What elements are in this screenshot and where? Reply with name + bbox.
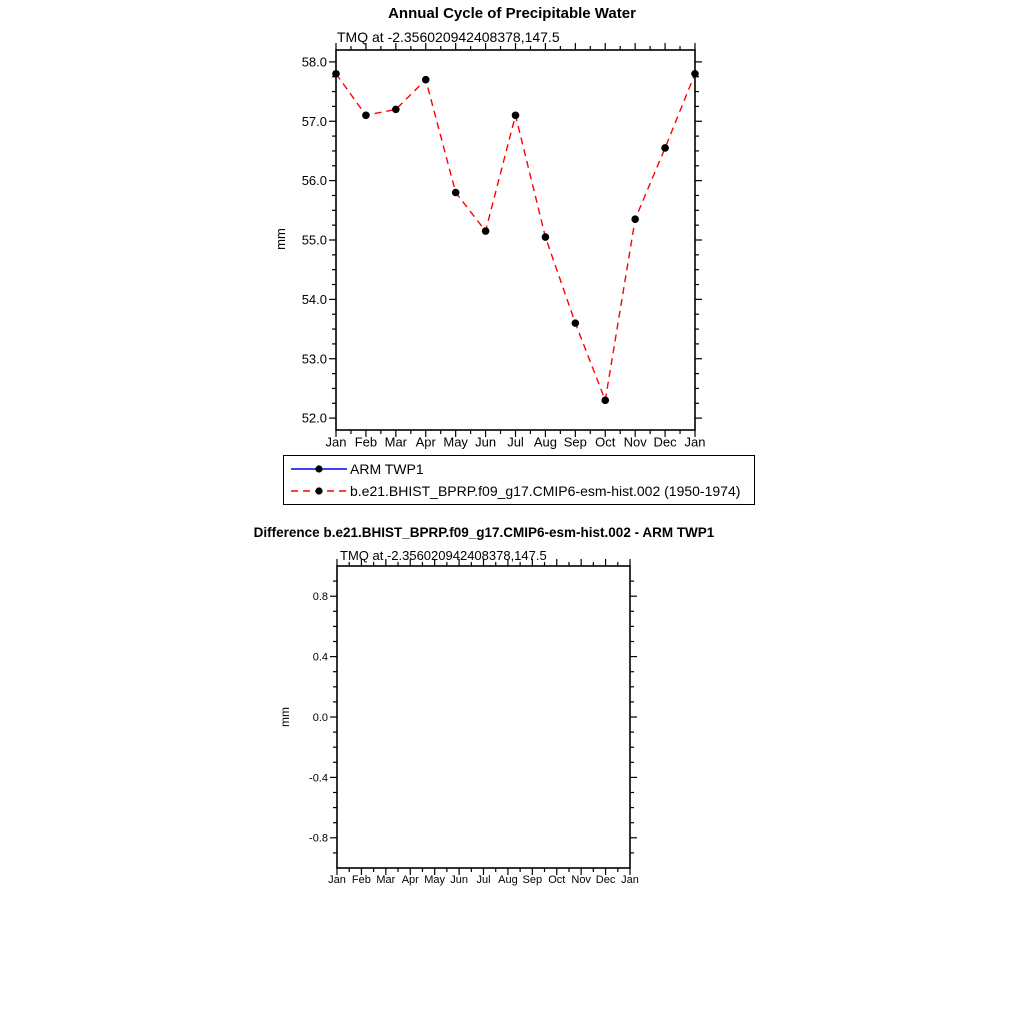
svg-text:54.0: 54.0 <box>301 291 327 307</box>
svg-text:58.0: 58.0 <box>301 54 327 70</box>
svg-text:Jul: Jul <box>476 874 491 887</box>
svg-text:Apr: Apr <box>415 434 436 450</box>
svg-text:0.0: 0.0 <box>312 711 328 724</box>
svg-text:Jul: Jul <box>507 434 524 450</box>
svg-text:-0.4: -0.4 <box>309 772 328 785</box>
svg-text:Jan: Jan <box>621 874 639 887</box>
svg-text:Oct: Oct <box>595 434 616 450</box>
svg-text:May: May <box>443 434 468 450</box>
legend-item-model <box>290 483 754 499</box>
legend-label: b.e21.BHIST_BPRP.f09_g17.CMIP6-esm-hist.002 (1950-1974) <box>350 482 741 499</box>
svg-text:52.0: 52.0 <box>301 410 327 426</box>
svg-text:Apr: Apr <box>401 874 419 887</box>
svg-text:Jan: Jan <box>325 434 347 450</box>
top-chart-ylabel: mm <box>273 228 288 250</box>
svg-text:Sep: Sep <box>522 874 543 887</box>
svg-text:Oct: Oct <box>548 874 566 887</box>
svg-text:Nov: Nov <box>571 874 591 887</box>
svg-text:53.0: 53.0 <box>301 351 327 367</box>
bottom-chart-title: Difference b.e21.BHIST_BPRP.f09_g17.CMIP6-esm-hist.002 - ARM TWP1 <box>253 525 715 540</box>
legend-item-arm-twp1 <box>290 461 754 477</box>
svg-text:Mar: Mar <box>376 874 396 887</box>
bottom-chart-ylabel: mm <box>278 707 292 727</box>
svg-text:-0.8: -0.8 <box>309 832 328 845</box>
bottom-chart-subtitle: TMQ at -2.356020942408378,147.5 <box>340 548 547 563</box>
svg-text:0.4: 0.4 <box>312 651 328 664</box>
legend-line-sample <box>290 462 348 476</box>
svg-text:Dec: Dec <box>595 874 616 887</box>
svg-text:Feb: Feb <box>354 434 378 450</box>
legend-box <box>283 455 755 505</box>
svg-text:Jan: Jan <box>684 434 706 450</box>
svg-text:May: May <box>424 874 446 887</box>
top-chart-title: Annual Cycle of Precipitable Water <box>388 5 636 22</box>
svg-text:57.0: 57.0 <box>301 113 327 129</box>
svg-text:Sep: Sep <box>563 434 587 450</box>
svg-text:55.0: 55.0 <box>301 232 327 248</box>
legend-line-sample <box>290 484 348 498</box>
legend-marker <box>315 487 322 494</box>
svg-text:Nov: Nov <box>623 434 647 450</box>
legend-label: ARM TWP1 <box>350 461 424 478</box>
svg-text:0.8: 0.8 <box>312 591 328 604</box>
svg-text:Jun: Jun <box>475 434 497 450</box>
svg-text:Aug: Aug <box>498 874 518 887</box>
svg-text:Jun: Jun <box>450 874 468 887</box>
svg-text:Mar: Mar <box>384 434 408 450</box>
svg-text:56.0: 56.0 <box>301 173 327 189</box>
top-chart-subtitle: TMQ at -2.356020942408378,147.5 <box>337 29 560 45</box>
svg-text:Jan: Jan <box>328 874 346 887</box>
svg-text:Aug: Aug <box>533 434 557 450</box>
svg-text:Feb: Feb <box>351 874 371 887</box>
legend-marker <box>315 466 322 473</box>
svg-text:Dec: Dec <box>653 434 677 450</box>
